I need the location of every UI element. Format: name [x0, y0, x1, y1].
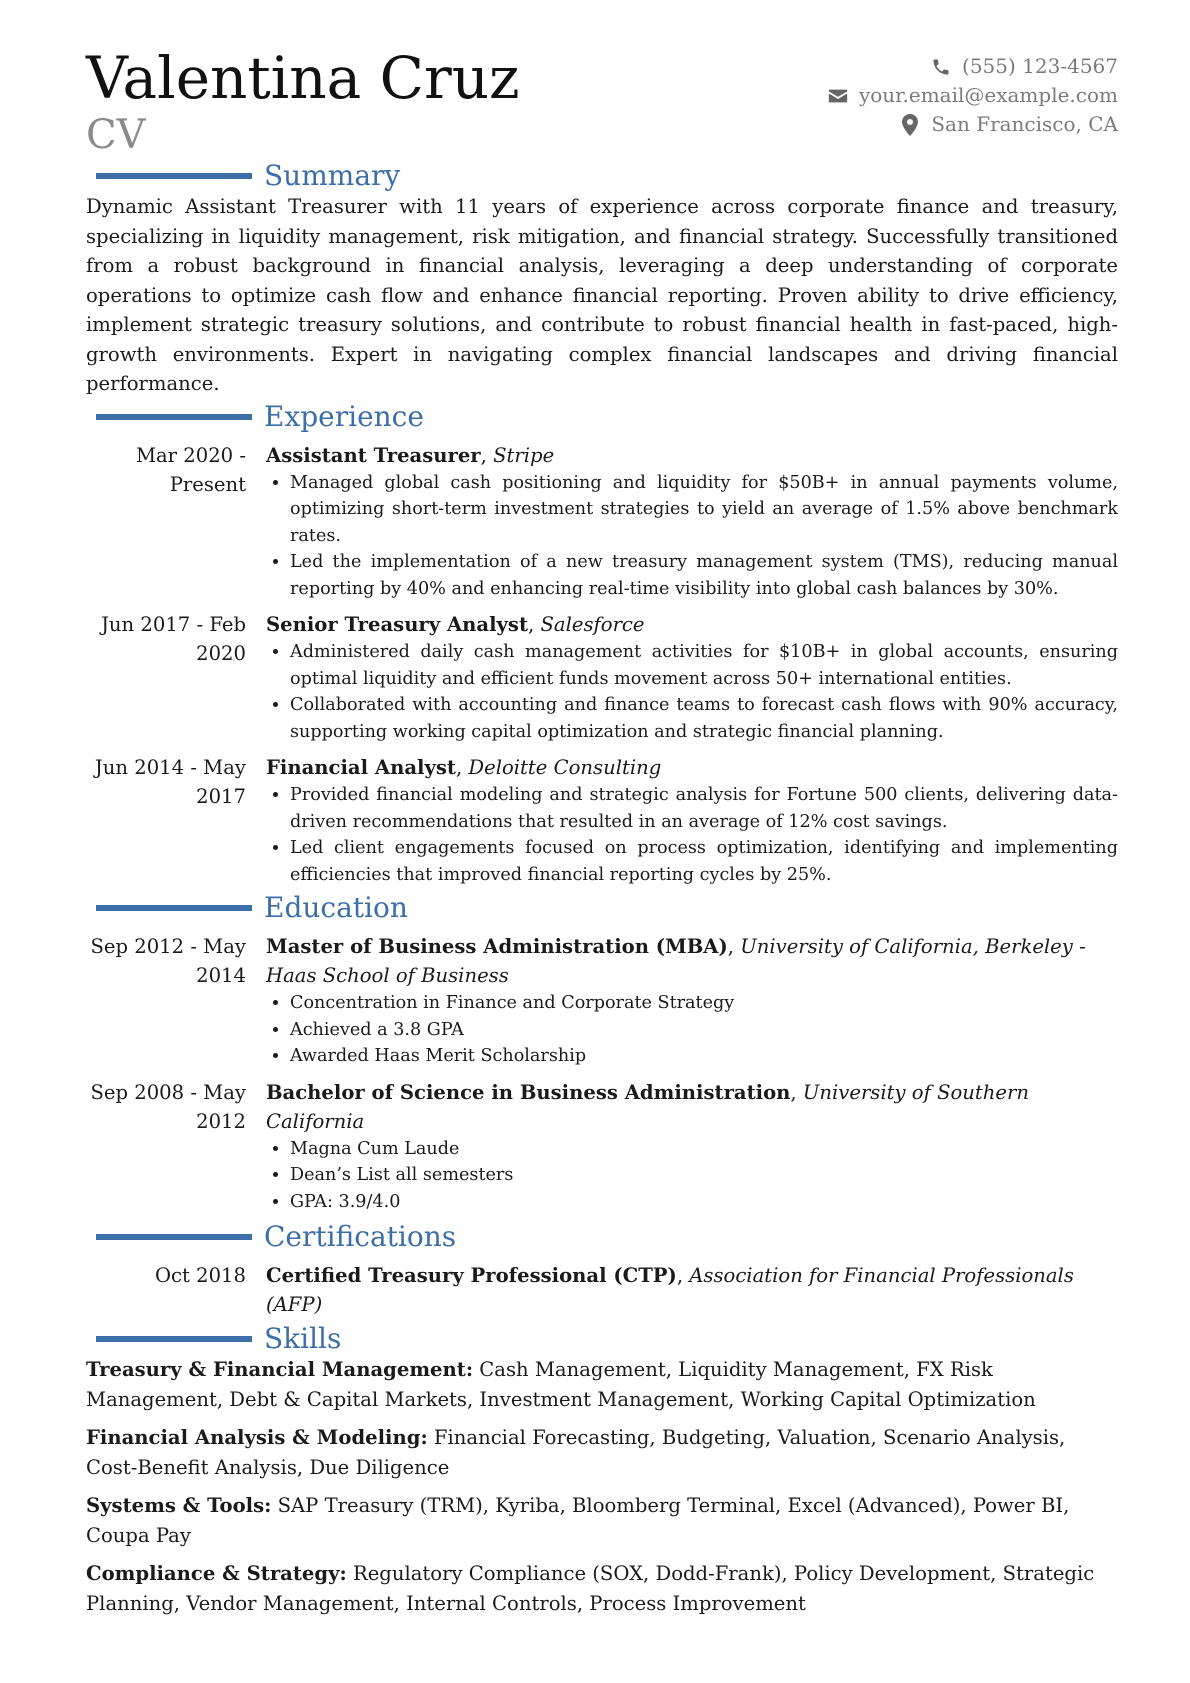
bullet-item: • Collaborated with accounting and finance teams to forecast cash flows with 90% accuracy, supporting working capital optimization and strategic financial planning.	[290, 692, 1118, 745]
entry-date: Jun 2017 - Feb 2020	[101, 613, 246, 665]
entry-heading: Certified Treasury Professional (CTP), Association for Financial Professionals (AFP)	[266, 1264, 1074, 1316]
certification-title: Certified Treasury Professional (CTP)	[266, 1264, 677, 1287]
bullet-item: • Led the implementation of a new treasury management system (TMS), reducing manual reporting by 40% and enhancing real-time visibility into global cash balances by 30%.	[290, 549, 1118, 602]
skill-text: Regulatory Compliance (SOX, Dodd-Frank), Policy Development, Strategic Planning, Vendor Management, Internal Controls, Process Improvement	[86, 1562, 1095, 1615]
entry-heading: Bachelor of Science in Business Administration, University of Southern California	[266, 1080, 1029, 1133]
email-text[interactable]: your.email@example.com	[858, 83, 1118, 107]
skills-section-header	[86, 1323, 1118, 1355]
contact-info	[827, 52, 1118, 139]
resume-header	[86, 44, 1118, 160]
section-divider-bar	[96, 173, 252, 179]
job-title: Financial Analyst	[266, 756, 456, 779]
education-entry	[86, 932, 1118, 1070]
contact-phone	[827, 52, 1118, 81]
degree-title: Bachelor of Science in Business Administration	[266, 1080, 791, 1104]
employer: Salesforce	[540, 613, 645, 636]
skill-text: SAP Treasury (TRM), Kyriba, Bloomberg Terminal, Excel (Advanced), Power BI, Coupa Pay	[86, 1494, 1070, 1547]
education-section-header	[86, 892, 1118, 924]
bullet-item: • Provided financial modeling and strategic analysis for Fortune 500 clients, delivering data-driven recommendations that resulted in an average of 12% cost savings.	[290, 782, 1118, 835]
document-subtitle: CV	[86, 112, 146, 158]
map-pin-icon	[899, 114, 921, 136]
resume-page	[86, 44, 1118, 1618]
entry-heading: Master of Business Administration (MBA), University of California, Berkeley - Haas School of Business	[266, 935, 1086, 987]
entry-heading: Financial Analyst, Deloitte Consulting	[266, 756, 662, 779]
experience-entry	[86, 610, 1118, 745]
section-divider-bar	[96, 1336, 252, 1342]
bullet-item: • GPA: 3.9/4.0	[290, 1189, 1118, 1216]
skill-group	[86, 1423, 1118, 1482]
summary-section-header	[86, 160, 1118, 192]
entry-date: Mar 2020 - Present	[135, 443, 246, 496]
phone-text[interactable]: (555) 123-4567	[962, 54, 1118, 78]
institution: University of Southern California	[266, 1080, 1029, 1133]
job-title: Assistant Treasurer	[266, 443, 481, 467]
bullet-item: • Managed global cash positioning and liquidity for $50B+ in annual payments volume, optimizing short-term investment strategies to yield an average of 1.5% above benchmark rates.	[290, 470, 1118, 550]
bullet-item: • Achieved a 3.8 GPA	[290, 1017, 1118, 1044]
experience-section-header	[86, 401, 1118, 433]
entry-bullets	[266, 1136, 1118, 1216]
employer: Deloitte Consulting	[468, 756, 662, 779]
contact-email	[827, 81, 1118, 110]
entry-date: Sep 2008 - May 2012	[90, 1080, 246, 1133]
entry-date: Jun 2014 - May 2017	[94, 756, 246, 808]
experience-title: Experience	[264, 399, 424, 433]
entry-date: Sep 2012 - May 2014	[90, 935, 246, 987]
skill-label: Financial Analysis & Modeling:	[86, 1426, 428, 1449]
bullet-item: • Magna Cum Laude	[290, 1136, 1118, 1163]
certification-entry	[86, 1261, 1118, 1319]
section-divider-bar	[96, 1234, 252, 1240]
bullet-item: • Led client engagements focused on process optimization, identifying and implementing efficiencies that improved financial reporting cycles by 25%.	[290, 835, 1118, 888]
skill-group	[86, 1491, 1118, 1550]
skills-title: Skills	[264, 1322, 342, 1355]
degree-title: Master of Business Administration (MBA)	[266, 935, 728, 958]
entry-heading: Assistant Treasurer, Stripe	[266, 443, 555, 467]
skill-text: Cash Management, Liquidity Management, FX Risk Management, Debt & Capital Markets, Investment Management, Working Capital Optimization	[86, 1358, 1036, 1411]
candidate-name: Valentina Cruz	[86, 44, 520, 112]
location-text: San Francisco, CA	[931, 112, 1118, 136]
skill-label: Treasury & Financial Management:	[86, 1358, 474, 1381]
certifications-section-header	[86, 1221, 1118, 1253]
job-title: Senior Treasury Analyst	[266, 613, 529, 636]
experience-entry	[86, 753, 1118, 888]
education-entry	[86, 1078, 1118, 1216]
entry-bullets	[266, 639, 1118, 745]
section-divider-bar	[96, 905, 252, 911]
phone-icon	[930, 56, 952, 78]
bullet-item: • Administered daily cash management activities for $10B+ in global accounts, ensuring optimal liquidity and efficient funds movement across 50+ international entities.	[290, 639, 1118, 692]
summary-text: Dynamic Assistant Treasurer with 11 years of experience across corporate finance and treasury, specializing in liquidity management, risk mitigation, and financial strategy. Successfully transitioned from a robust background in financial analysis, leveraging a deep understanding of corporate operations to optimize cash flow and enhance financial reporting. Proven ability to drive efficiency, implement strategic treasury solutions, and contribute to robust financial health in fast-paced, high-growth environments. Expert in navigating complex financial landscapes and driving financial performance.	[86, 195, 1118, 395]
institution: University of California, Berkeley - Haas School of Business	[266, 935, 1086, 987]
entry-date: Oct 2018	[154, 1264, 246, 1287]
employer: Stripe	[493, 443, 555, 467]
skill-label: Compliance & Strategy:	[86, 1562, 347, 1585]
section-divider-bar	[96, 414, 252, 420]
issuer: Association for Financial Professionals (AFP)	[266, 1264, 1074, 1316]
bullet-item: • Awarded Haas Merit Scholarship	[290, 1043, 1118, 1070]
entry-bullets	[266, 782, 1118, 888]
entry-heading: Senior Treasury Analyst, Salesforce	[266, 613, 645, 636]
experience-entry	[86, 441, 1118, 603]
certifications-title: Certifications	[264, 1220, 457, 1253]
skill-group	[86, 1559, 1118, 1618]
skill-text: Financial Forecasting, Budgeting, Valuation, Scenario Analysis, Cost-Benefit Analysis, Due Diligence	[86, 1426, 1066, 1479]
skill-group	[86, 1355, 1118, 1414]
bullet-item: • Concentration in Finance and Corporate Strategy	[290, 990, 1118, 1017]
summary-title: Summary	[264, 159, 401, 192]
contact-location	[827, 110, 1118, 139]
education-title: Education	[264, 891, 408, 924]
entry-bullets	[266, 470, 1118, 603]
envelope-icon	[827, 85, 849, 107]
bullet-item: • Dean’s List all semesters	[290, 1162, 1118, 1189]
skill-label: Systems & Tools:	[86, 1494, 272, 1517]
entry-bullets	[266, 990, 1118, 1070]
